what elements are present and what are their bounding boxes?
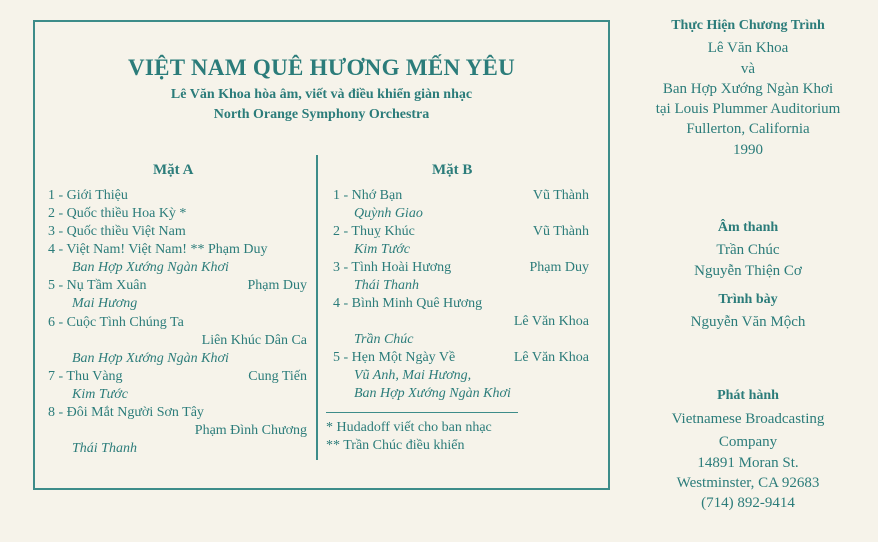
footnote-1: * Hudadoff viết cho ban nhạc (326, 420, 492, 435)
publisher-line-3: 14891 Moran St. (697, 455, 799, 471)
footnote-2: ** Trần Chúc điều khiển (326, 438, 465, 453)
side-a-track-8: 8 - Đôi Mắt Người Sơn Tây (48, 405, 204, 420)
side-a-track-6-performer: Ban Hợp Xướng Ngàn Khơi (72, 351, 229, 366)
production-heading: Thực Hiện Chương Trình (671, 18, 825, 33)
side-b-track-5: 5 - Hẹn Một Ngày Về (333, 350, 456, 365)
publisher-heading: Phát hành (717, 388, 779, 403)
side-b-track-2: 2 - Thuỵ Khúc (333, 224, 415, 239)
side-b-track-2-performer: Kim Tước (354, 242, 410, 257)
footnote-rule (326, 412, 518, 413)
album-title: VIỆT NAM QUÊ HƯƠNG MẾN YÊU (127, 55, 516, 80)
side-a-track-8-composer: Phạm Đình Chương (194, 423, 307, 438)
column-divider (316, 155, 318, 460)
publisher-line-2: Company (718, 434, 778, 450)
publisher-line-4: Westminster, CA 92683 (676, 475, 820, 491)
side-b-track-5-performer-2: Ban Hợp Xướng Ngàn Khơi (354, 386, 511, 401)
side-b-track-4-composer: Lê Văn Khoa (513, 314, 589, 329)
side-b-track-4-performer: Trần Chúc (354, 332, 414, 347)
composer: Phạm Duy (207, 242, 268, 257)
side-a-track-4-performer: Ban Hợp Xướng Ngàn Khơi (72, 260, 229, 275)
production-line-2: và (740, 61, 756, 77)
side-b-heading: Mặt B (432, 162, 473, 178)
side-b-track-1: 1 - Nhớ Bạn (333, 188, 403, 203)
design-line-1: Nguyễn Văn Mộch (690, 314, 806, 330)
side-b-track-5-performer-1: Vũ Anh, Mai Hương, (354, 368, 472, 383)
side-a-heading: Mặt A (153, 162, 194, 178)
side-a-track-1: 1 - Giới Thiệu (48, 188, 128, 203)
production-line-5: Fullerton, California (686, 121, 810, 137)
subtitle-arranger: Lê Văn Khoa hòa âm, viết và điều khiển giàn nhạc (170, 87, 473, 102)
side-a-track-7: 7 - Thu Vàng (48, 369, 123, 384)
side-a-track-5: 5 - Nụ Tầm Xuân (48, 278, 147, 293)
side-a-track-5-performer: Mai Hương (72, 296, 138, 311)
side-a-track-5-composer: Phạm Duy (247, 278, 307, 293)
side-a-track-4: 4 - Việt Nam! Việt Nam! ** Phạm Duy (48, 242, 268, 257)
side-a-track-7-composer: Cung Tiến (248, 369, 307, 384)
side-b-track-5-composer: Lê Văn Khoa (513, 350, 589, 365)
production-line-6: 1990 (733, 142, 763, 158)
sound-line-1: Trần Chúc (716, 242, 780, 258)
side-b-track-2-composer: Vũ Thành (532, 224, 589, 239)
side-b-track-3: 3 - Tình Hoài Hương (333, 260, 452, 275)
publisher-line-5: (714) 892-9414 (701, 495, 795, 511)
side-a-track-8-performer: Thái Thanh (72, 441, 137, 456)
side-a-track-6-composer: Liên Khúc Dân Ca (201, 333, 307, 348)
production-line-1: Lê Văn Khoa (707, 40, 789, 56)
side-a-track-7-performer: Kim Tước (72, 387, 128, 402)
design-heading: Trình bày (718, 292, 778, 307)
side-b-track-1-composer: Vũ Thành (532, 188, 589, 203)
side-b-track-3-performer: Thái Thanh (354, 278, 419, 293)
side-b-track-3-composer: Phạm Duy (529, 260, 589, 275)
publisher-line-1: Vietnamese Broadcasting (671, 411, 825, 427)
side-a-track-2: 2 - Quốc thiều Hoa Kỳ * (48, 206, 187, 221)
subtitle-orchestra: North Orange Symphony Orchestra (213, 107, 430, 122)
side-a-track-6: 6 - Cuộc Tình Chúng Ta (48, 315, 184, 330)
production-line-4: tại Louis Plummer Auditorium (655, 101, 841, 117)
production-line-3: Ban Hợp Xướng Ngàn Khơi (662, 81, 834, 97)
sound-heading: Âm thanh (717, 220, 779, 235)
sound-line-2: Nguyễn Thiện Cơ (694, 263, 802, 279)
side-b-track-1-performer: Quỳnh Giao (354, 206, 423, 221)
side-a-track-3: 3 - Quốc thiều Việt Nam (48, 224, 186, 239)
side-b-track-4: 4 - Bình Minh Quê Hương (333, 296, 483, 311)
